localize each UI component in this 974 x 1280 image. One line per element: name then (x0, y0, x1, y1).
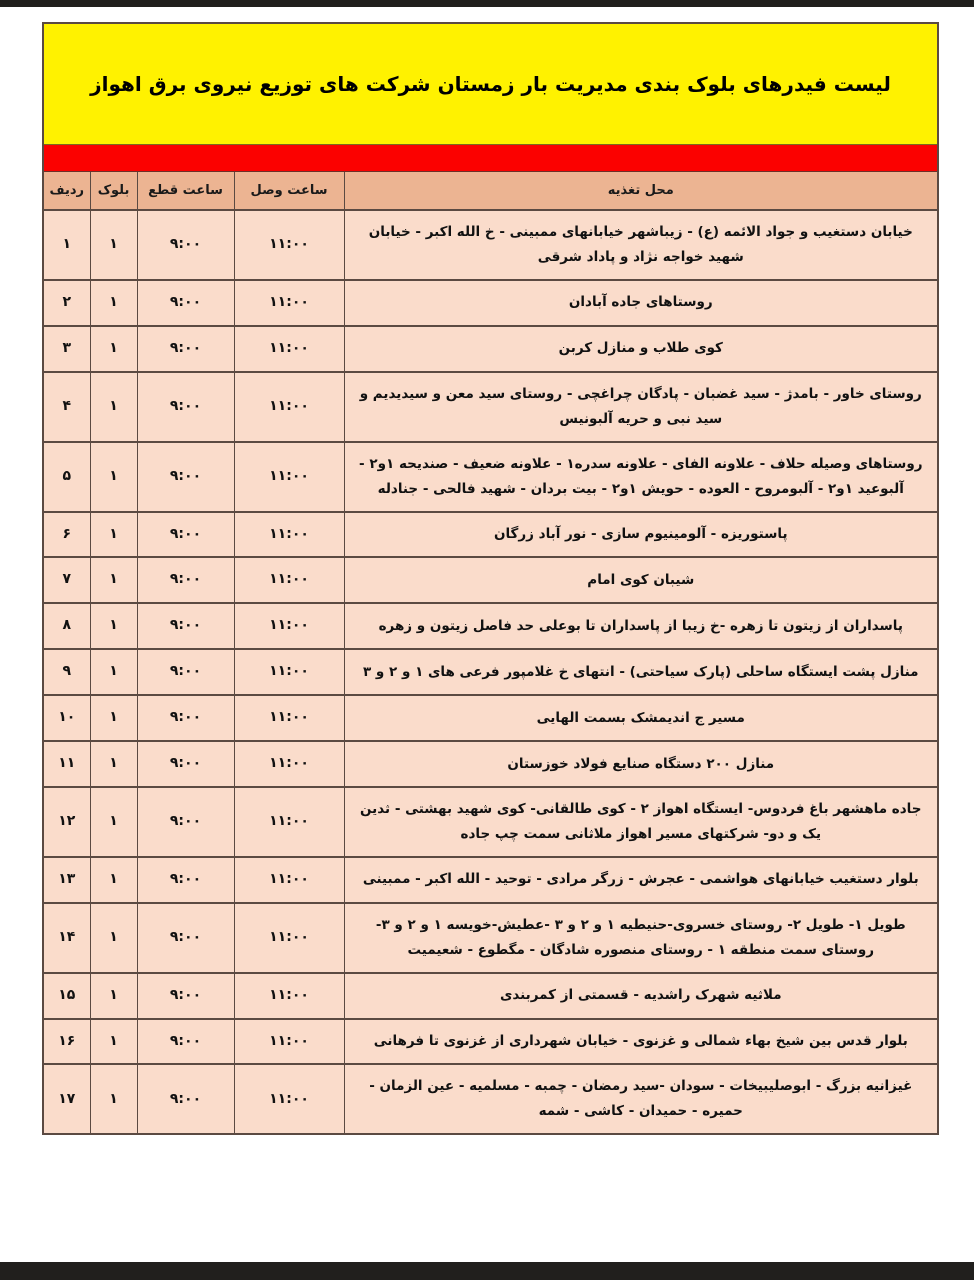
cell-connect-time: ۱۱:۰۰ (234, 649, 344, 695)
cell-block: ۱ (90, 603, 137, 649)
table-row (43, 1019, 938, 1065)
cell-block: ۱ (90, 442, 137, 512)
column-header-row (43, 172, 938, 211)
cell-index: ۱۵ (43, 973, 90, 1019)
page-title: لیست فیدرهای بلوک بندی مدیریت بار زمستان شرکت های توزیع نیروی برق اهواز (90, 72, 891, 96)
cell-block: ۱ (90, 326, 137, 372)
cell-location: بلوار دستغیب خیابانهای هواشمی - عجرش - زرگر مرادی - توحید - الله اکبر - ممبینی (344, 857, 938, 903)
cell-connect-time: ۱۱:۰۰ (234, 442, 344, 512)
document-sheet (0, 7, 974, 1262)
table-row (43, 1064, 938, 1134)
cell-connect-time: ۱۱:۰۰ (234, 741, 344, 787)
cell-location: پاستوریزه - آلومینیوم سازی - نور آباد زرگان (344, 512, 938, 558)
cell-connect-time: ۱۱:۰۰ (234, 210, 344, 280)
cell-location: خیابان دستغیب و جواد الائمه (ع) - زیباشهر خیابانهای ممبینی - خ الله اکبر - خیابان شهید خواجه نژاد و پاداد شرقی (344, 210, 938, 280)
cell-location: روستای خاور - بامدژ - سید غضبان - پادگان چراغچی - روستای سید معن و سیدیدیم و سید نبی و حریه آلبونیس (344, 372, 938, 442)
column-header-index: ردیف (43, 172, 90, 211)
cell-index: ۱۷ (43, 1064, 90, 1134)
cell-connect-time: ۱۱:۰۰ (234, 280, 344, 326)
cell-cut-time: ۹:۰۰ (137, 1064, 234, 1134)
feeder-schedule-table (42, 22, 939, 1135)
cell-connect-time: ۱۱:۰۰ (234, 1064, 344, 1134)
cell-cut-time: ۹:۰۰ (137, 903, 234, 973)
cell-index: ۱۱ (43, 741, 90, 787)
table-row (43, 903, 938, 973)
cell-cut-time: ۹:۰۰ (137, 280, 234, 326)
cell-block: ۱ (90, 1064, 137, 1134)
cell-cut-time: ۹:۰۰ (137, 741, 234, 787)
cell-index: ۸ (43, 603, 90, 649)
table-row (43, 512, 938, 558)
cell-index: ۲ (43, 280, 90, 326)
cell-location: روستاهای جاده آبادان (344, 280, 938, 326)
column-header-block: بلوک (90, 172, 137, 211)
cell-connect-time: ۱۱:۰۰ (234, 903, 344, 973)
cell-location: غیزانیه بزرگ - ابوصلیبیخات - سودان -سید رمضان - چمبه - مسلمیه - عین الزمان - حمیره - حمیدان - کاشی - شمه (344, 1064, 938, 1134)
cell-block: ۱ (90, 557, 137, 603)
table-row (43, 649, 938, 695)
cell-cut-time: ۹:۰۰ (137, 442, 234, 512)
table-head (43, 23, 938, 210)
cell-cut-time: ۹:۰۰ (137, 787, 234, 857)
cell-connect-time: ۱۱:۰۰ (234, 695, 344, 741)
cell-connect-time: ۱۱:۰۰ (234, 857, 344, 903)
cell-block: ۱ (90, 741, 137, 787)
cell-cut-time: ۹:۰۰ (137, 210, 234, 280)
cell-cut-time: ۹:۰۰ (137, 649, 234, 695)
cell-block: ۱ (90, 1019, 137, 1065)
cell-index: ۷ (43, 557, 90, 603)
cell-location: پاسداران از زیتون تا زهره -خ زیبا از پاسداران تا بوعلی حد فاصل زیتون و زهره (344, 603, 938, 649)
cell-cut-time: ۹:۰۰ (137, 372, 234, 442)
cell-connect-time: ۱۱:۰۰ (234, 372, 344, 442)
table-row (43, 973, 938, 1019)
cell-location: منازل ۲۰۰ دستگاه صنایع فولاد خوزستان (344, 741, 938, 787)
cell-location: منازل پشت ایستگاه ساحلی (پارک سیاحتی) - انتهای خ غلامپور فرعی های ۱ و ۲ و ۳ (344, 649, 938, 695)
table-row (43, 326, 938, 372)
cell-cut-time: ۹:۰۰ (137, 857, 234, 903)
cell-block: ۱ (90, 787, 137, 857)
title-banner-row (43, 23, 938, 145)
column-header-connect-time: ساعت وصل (234, 172, 344, 211)
cell-connect-time: ۱۱:۰۰ (234, 787, 344, 857)
cell-block: ۱ (90, 210, 137, 280)
cell-index: ۹ (43, 649, 90, 695)
cell-cut-time: ۹:۰۰ (137, 973, 234, 1019)
cell-location: ملاثیه شهرک راشدیه - قسمتی از کمربندی (344, 973, 938, 1019)
cell-block: ۱ (90, 857, 137, 903)
red-divider-cell (43, 145, 938, 172)
cell-index: ۴ (43, 372, 90, 442)
table-row (43, 857, 938, 903)
cell-connect-time: ۱۱:۰۰ (234, 603, 344, 649)
cell-block: ۱ (90, 973, 137, 1019)
red-divider-row (43, 145, 938, 172)
cell-cut-time: ۹:۰۰ (137, 1019, 234, 1065)
cell-cut-time: ۹:۰۰ (137, 603, 234, 649)
cell-location: بلوار قدس بین شیخ بهاء شمالی و غزنوی - خیابان شهرداری از غزنوی تا فرهانی (344, 1019, 938, 1065)
cell-location: کوی طلاب و منازل کربن (344, 326, 938, 372)
cell-cut-time: ۹:۰۰ (137, 557, 234, 603)
cell-block: ۱ (90, 649, 137, 695)
title-banner-cell (43, 23, 938, 145)
table-row (43, 787, 938, 857)
cell-location: مسیر ج اندیمشک بسمت الهایی (344, 695, 938, 741)
cell-connect-time: ۱۱:۰۰ (234, 557, 344, 603)
table-row (43, 372, 938, 442)
table-row (43, 557, 938, 603)
table-row (43, 695, 938, 741)
cell-index: ۱۲ (43, 787, 90, 857)
table-row (43, 741, 938, 787)
page-top-edge-band (0, 0, 974, 7)
table-row (43, 442, 938, 512)
cell-connect-time: ۱۱:۰۰ (234, 973, 344, 1019)
table-row (43, 603, 938, 649)
column-header-cut-time: ساعت قطع (137, 172, 234, 211)
cell-block: ۱ (90, 280, 137, 326)
cell-index: ۱۰ (43, 695, 90, 741)
cell-connect-time: ۱۱:۰۰ (234, 326, 344, 372)
cell-cut-time: ۹:۰۰ (137, 512, 234, 558)
cell-connect-time: ۱۱:۰۰ (234, 1019, 344, 1065)
cell-block: ۱ (90, 512, 137, 558)
cell-index: ۱۴ (43, 903, 90, 973)
cell-index: ۳ (43, 326, 90, 372)
table-row (43, 210, 938, 280)
table-body (43, 210, 938, 1134)
page-bottom-edge-band (0, 1262, 974, 1280)
cell-location: طویل ۱- طویل ۲- روستای خسروی-حنیطیه ۱ و ۲ و ۳ -عطیش-خویسه ۱ و ۲ و ۳- روستای سمت منطقه ۱ - روستای منصوره شادگان - مگطوع - شعیمیت (344, 903, 938, 973)
table-row (43, 280, 938, 326)
cell-block: ۱ (90, 695, 137, 741)
cell-index: ۶ (43, 512, 90, 558)
cell-index: ۱۳ (43, 857, 90, 903)
cell-cut-time: ۹:۰۰ (137, 695, 234, 741)
cell-block: ۱ (90, 372, 137, 442)
cell-block: ۱ (90, 903, 137, 973)
cell-index: ۱۶ (43, 1019, 90, 1065)
cell-index: ۵ (43, 442, 90, 512)
cell-connect-time: ۱۱:۰۰ (234, 512, 344, 558)
cell-cut-time: ۹:۰۰ (137, 326, 234, 372)
cell-location: جاده ماهشهر باغ فردوس- ایستگاه اهواز ۲ - کوی طالقانی- کوی شهید بهشتی - ثدین یک و دو- شرکتهای مسیر اهواز ملاثانی سمت چپ جاده (344, 787, 938, 857)
cell-index: ۱ (43, 210, 90, 280)
cell-location: روستاهای وصیله حلاف - علاونه الفای - علاونه سدره۱ - علاونه ضعیف - صندیحه ۱و۲ - آلبوعید ۱و۲ - آلبومروح - العوده - حویش ۱و۲ - بیت بردان - شهید فالحی - جنادله (344, 442, 938, 512)
cell-location: شیبان کوی امام (344, 557, 938, 603)
column-header-location: محل تغذیه (344, 172, 938, 211)
